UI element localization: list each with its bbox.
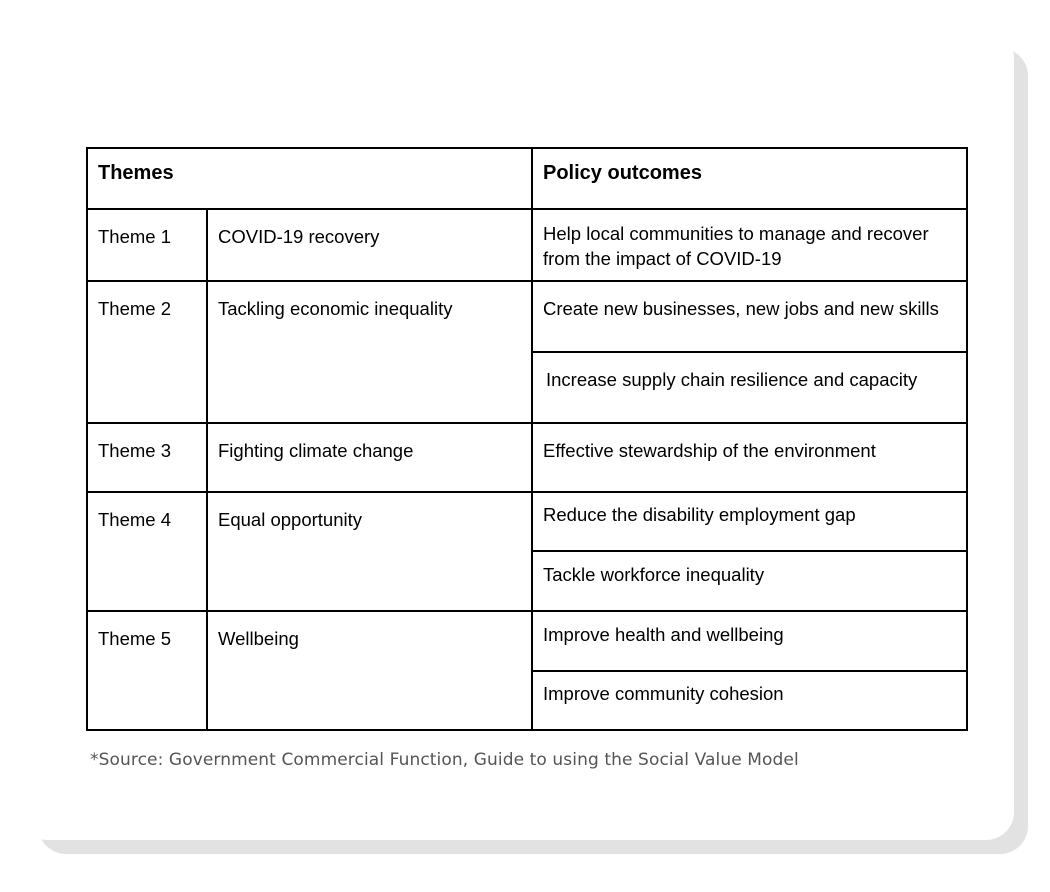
theme-id: Theme 5	[87, 611, 207, 730]
table-row	[87, 492, 967, 551]
header-themes: Themes	[87, 148, 532, 209]
source-note: *Source: Government Commercial Function, Guide to using the Social Value Model	[90, 750, 799, 770]
policy-outcome: Effective stewardship of the environment	[532, 423, 967, 492]
theme-id: Theme 3	[87, 423, 207, 492]
policy-outcome: Increase supply chain resilience and capacity	[532, 352, 967, 423]
theme-name: Equal opportunity	[207, 492, 532, 611]
policy-outcome: Help local communities to manage and recover from the impact of COVID-19	[532, 209, 967, 281]
table-row	[87, 423, 967, 492]
theme-name: Fighting climate change	[207, 423, 532, 492]
theme-name: Wellbeing	[207, 611, 532, 730]
policy-outcome: Tackle workforce inequality	[532, 551, 967, 611]
policy-outcome: Improve health and wellbeing	[532, 611, 967, 671]
theme-id: Theme 4	[87, 492, 207, 611]
theme-id: Theme 2	[87, 281, 207, 423]
theme-name: COVID-19 recovery	[207, 209, 532, 281]
table-row	[87, 611, 967, 671]
table-header-row	[87, 148, 967, 209]
theme-name: Tackling economic inequality	[207, 281, 532, 423]
policy-outcome: Create new businesses, new jobs and new skills	[532, 281, 967, 352]
header-policy-outcomes: Policy outcomes	[532, 148, 967, 209]
policy-outcome: Improve community cohesion	[532, 671, 967, 730]
policy-outcome: Reduce the disability employment gap	[532, 492, 967, 551]
theme-id: Theme 1	[87, 209, 207, 281]
table-row	[87, 209, 967, 281]
themes-table	[86, 147, 968, 731]
table-row	[87, 281, 967, 352]
